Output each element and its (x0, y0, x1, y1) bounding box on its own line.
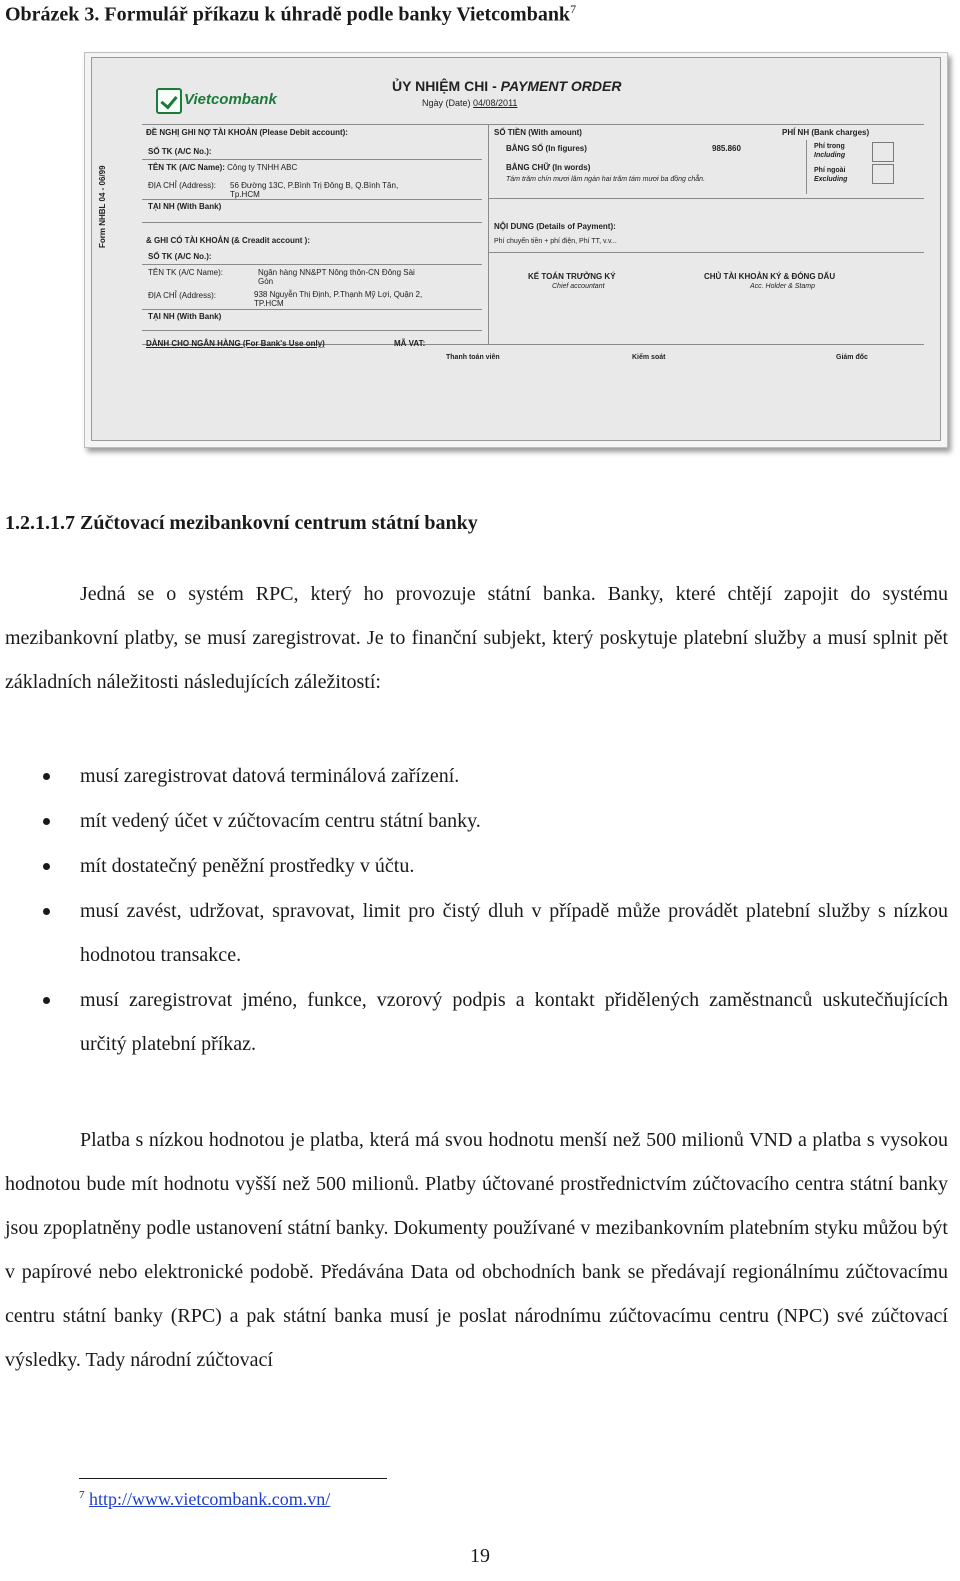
paragraph-1-text: Jedná se o systém RPC, který ho provozuje státní banka. Banky, které chtějí zapojit do systému mezibankovní platby, se musí zaregistrovat. Je to finanční subjekt, který poskytuje platební služby a musí splnit pět základních náležitosti následujících záležitostí: (5, 583, 948, 693)
content-value: Phí chuyển tiền + phí điện, Phí TT, v.v... (494, 238, 617, 245)
credit-bank: TẠI NH (With Bank) (148, 312, 222, 321)
bullet-icon (43, 863, 50, 870)
list-item: musí zaregistrovat jméno, funkce, vzorový podpis a kontakt přidělených zaměstnanců uskutečňujících určitý platební příkaz. (5, 978, 948, 1066)
list-item: musí zaregistrovat datová terminálová zařízení. (5, 754, 948, 798)
caption-footnote-ref: 7 (570, 2, 577, 16)
payment-order-form (91, 57, 941, 441)
fee-heading: PHÍ NH (Bank charges) (782, 128, 870, 137)
amount-words-value: Tám trăm chín mươi lăm ngàn hai trăm tám mươi ba đồng chẵn. (506, 176, 706, 183)
section-heading: 1.2.1.1.7 Zúčtovací mezibankovní centrum státní banky (5, 512, 478, 534)
debit-account-no: SỐ TK (A/C No.): (148, 147, 212, 156)
list-item: mít vedený účet v zúčtovacím centru státní banky. (5, 799, 948, 843)
amount-words-label: BẰNG CHỮ (In words) (506, 163, 591, 172)
account-holder-en: Acc. Holder & Stamp (750, 283, 815, 290)
amount-figures-value: 985.860 (712, 144, 741, 153)
bank-logo-text: Vietcombank (184, 91, 277, 108)
bank-use-heading: DÀNH CHO NGÂN HÀNG (For Bank's Use only) (146, 339, 325, 348)
figure-caption (5, 2, 576, 27)
credit-account-name-label: TÊN TK (A/C Name): (148, 268, 223, 277)
credit-account-name: Ngân hàng NN&PT Nông thôn-CN Đông Sài Gòn (258, 268, 415, 286)
list-item: mít dostatečný peněžní prostředky v účtu. (5, 844, 948, 888)
bullet-icon (43, 997, 50, 1004)
chief-accountant-label: KẾ TOÁN TRƯỞNG KÝ (528, 272, 616, 281)
fee-excluding-checkbox (872, 164, 894, 184)
debit-address: 56 Đường 13C, P.Bình Trị Đông B, Q.Bình Tân, Tp.HCM (230, 181, 399, 199)
debit-heading: ĐỀ NGHỊ GHI NỢ TÀI KHOẢN (Please Debit account): (146, 128, 348, 137)
vat-label: MÃ VAT: (394, 339, 426, 348)
debit-address-label: ĐỊA CHỈ (Address): (148, 181, 217, 190)
paragraph-2-text: Platba s nízkou hodnotou je platba, která má svou hodnotu menší než 500 milionů VND a platba s vysokou hodnotou bude mít hodnotu vyšší než 500 milionů. Platby účtované prostřednictvím zúčtovacího centra státní banky jsou zpoplatněny podle ustanovení státní banky. Dokumenty používané v mezibankovním platebním styku můžou být v papírové nebo elektronické podobě. Předávána Data od obchodních bank se předávají regionálnímu zúčtovacímu centru státní banky (RPC) a pak státní banka musí je poslat národnímu zúčtovacímu centru (NPC) své zúčtovací výsledky. Tady národní zúčtovací (5, 1129, 948, 1371)
content-label: NỘI DUNG (Details of Payment): (494, 222, 616, 231)
director-label: Giám đốc (836, 354, 868, 361)
form-date: Ngày (Date) 04/08/2011 (422, 98, 518, 108)
bullet-icon (43, 908, 50, 915)
form-title: ỦY NHIỆM CHI - PAYMENT ORDER (392, 78, 622, 94)
fee-including: Phí trong Including (814, 143, 846, 159)
chief-accountant-en: Chief accountant (552, 283, 605, 290)
page-number: 19 (470, 1545, 490, 1567)
credit-account-no: SỐ TK (A/C No.): (148, 252, 212, 261)
footnote (79, 1489, 330, 1510)
vietcombank-logo-icon (156, 88, 182, 114)
form-side-code: Form NHBL 04 - 06/99 (98, 165, 107, 248)
credit-heading: & GHI CÓ TÀI KHOẢN (& Creadit account ): (146, 236, 311, 245)
amount-figures-label: BẰNG SỐ (In figures) (506, 144, 587, 153)
bullet-icon (43, 773, 50, 780)
amount-heading: SỐ TIỀN (With amount) (494, 128, 582, 137)
footnote-number: 7 (79, 1489, 85, 1501)
fee-excluding: Phí ngoài Excluding (814, 167, 848, 183)
form-column-divider (488, 124, 489, 344)
credit-address-label: ĐỊA CHỈ (Address): (148, 291, 217, 300)
account-holder-label: CHỦ TÀI KHOẢN KÝ & ĐÓNG DẤU (704, 272, 836, 281)
teller-label: Thanh toán viên (446, 354, 500, 361)
footnote-link[interactable]: http://www.vietcombank.com.vn/ (89, 1489, 331, 1509)
footnote-rule (79, 1478, 387, 1479)
debit-bank: TẠI NH (With Bank) (148, 202, 222, 211)
list-item: musí zavést, udržovat, spravovat, limit pro čistý dluh v případě může provádět platební služby s nízkou hodnotou transakce. (5, 889, 948, 977)
fee-including-checkbox (872, 142, 894, 162)
credit-address: 938 Nguyễn Thị Định, P.Thạnh Mỹ Lợi, Quận 2, TP.HCM (254, 290, 423, 308)
payment-order-figure (84, 52, 948, 448)
paragraph-2 (5, 1118, 948, 1382)
debit-account-name: TÊN TK (A/C Name): Công ty TNHH ABC (148, 163, 298, 172)
paragraph-1 (5, 572, 948, 704)
requirements-list (5, 754, 948, 1067)
bullet-icon (43, 818, 50, 825)
control-label: Kiểm soát (632, 354, 666, 361)
figure-caption-text: Obrázek 3. Formulář příkazu k úhradě podle banky Vietcombank (5, 3, 571, 26)
